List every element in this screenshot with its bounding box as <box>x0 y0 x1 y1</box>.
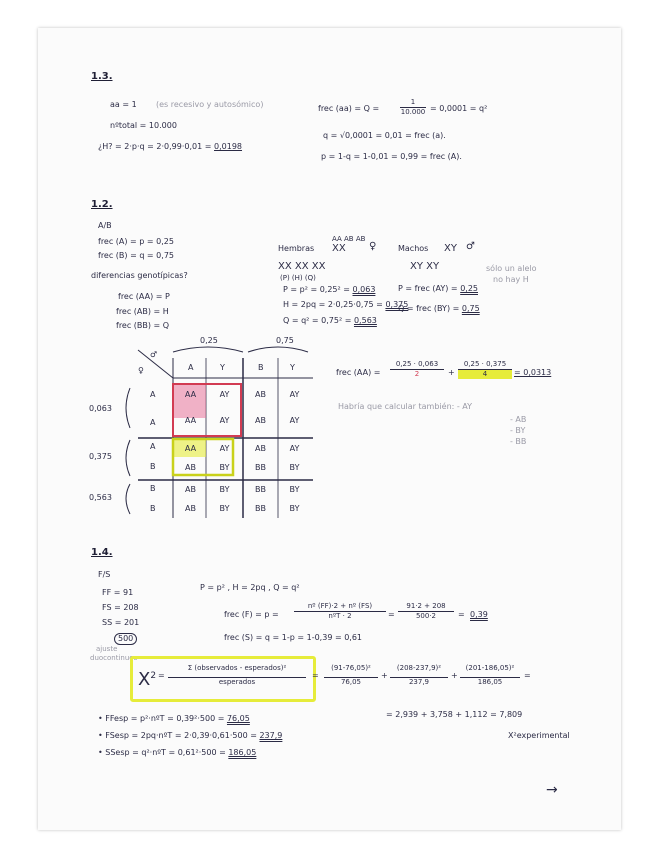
frec-F-frac: nº (FF)·2 + nº (FS) nºT · 2 <box>294 602 386 621</box>
grid-cell: AB <box>255 444 266 453</box>
calc-result: = 0,0313 <box>514 368 552 377</box>
fs-label: F/S <box>98 570 111 579</box>
col-top-2: 0,75 <box>276 336 294 345</box>
also-ab: - AB <box>510 415 527 424</box>
row-label-1: A <box>150 390 156 399</box>
grid-cell: AY <box>289 390 300 399</box>
hembras-top: AA AB AB <box>332 235 366 243</box>
also-by: - BY <box>510 426 526 435</box>
grid-cell: AA <box>184 390 197 399</box>
calc-frac-1: $\frac{0,25 \cdot 0,063}{2}$ <box>390 360 444 379</box>
grid-cell: BY <box>219 485 230 494</box>
chi-eq: = <box>158 671 165 680</box>
col-label-Y2: Y <box>290 363 295 372</box>
solo-alelo: sólo un alelo <box>486 264 537 273</box>
col-label-B: B <box>258 363 264 372</box>
frec-aa-rest: = 0,0001 = q² <box>430 104 488 113</box>
col-label-Y1: Y <box>220 363 225 372</box>
male-symbol: ♂ <box>466 241 475 252</box>
grid-cell: BY <box>289 485 300 494</box>
eq-sign-1: = <box>388 610 395 619</box>
grid-cell: AB <box>185 463 196 472</box>
p-eq: P = p² = 0,25² = 0,063 <box>283 285 376 294</box>
ff-count: FF = 91 <box>102 588 134 597</box>
grid-cell: AB <box>185 504 196 513</box>
chi-eq-2: = <box>312 671 319 680</box>
q-line: q = √0,0001 = 0,01 = frec (a). <box>323 131 446 140</box>
grid-cell: BB <box>255 463 266 472</box>
row-freq-2: 0,375 <box>89 452 112 461</box>
section-1-2-heading: 1.2. <box>91 199 113 210</box>
phq-line: P = p² , H = 2pq , Q = q² <box>200 583 300 592</box>
eq-sign-3: = <box>524 671 531 680</box>
row-label-2: A <box>150 418 156 427</box>
row-label-5: B <box>150 484 156 493</box>
frec-F-result: 0,39 <box>470 610 488 619</box>
grid-cell: AB <box>255 390 266 399</box>
ff-esp: • FFesp = p²·nºT = 0,39²·500 = 76,05 <box>98 714 250 723</box>
frec-F-frac-2: $\frac{91\cdot 2 + 208}{500\cdot 2}$ <box>398 602 454 621</box>
q-eq: Q = q² = 0,75² = 0,563 <box>283 316 377 325</box>
ajuste-note-2: duocontinuos <box>90 654 138 662</box>
ajuste-note: ajuste <box>96 645 118 653</box>
ntotal: nºtotal = 10.000 <box>110 121 177 130</box>
hembras-label: Hembras <box>278 244 315 253</box>
grid-cell: BY <box>219 463 230 472</box>
grid-cell: AY <box>289 444 300 453</box>
machos-genotypes: XY XY <box>410 261 440 272</box>
frec-A: frec (A) = p = 0,25 <box>98 237 174 246</box>
plus-2: + <box>451 671 458 680</box>
grid-cell: BY <box>219 504 230 513</box>
row-label-6: B <box>150 504 156 513</box>
term-2: $\frac{\text{(208-237,9)²}}{237,9}$ <box>390 664 448 687</box>
chi-frac: Σ (observados - esperados)² esperados <box>168 664 306 687</box>
Q-by: Q = frec (BY) = 0,75 <box>398 304 480 313</box>
grid-cell: BY <box>289 504 300 513</box>
aa-note: (es recesivo y autosómico) <box>156 100 264 109</box>
diferencias: diferencias genotípicas? <box>91 271 188 280</box>
ss-esp: • SSesp = q²·nºT = 0,61²·500 = 186,05 <box>98 748 257 757</box>
calc-frac-2: $\frac{0,25 \cdot 0,375}{4}$ <box>458 360 512 379</box>
punnett-lines <box>38 28 621 830</box>
aa-line: aa = 1 <box>110 100 137 109</box>
row-label-4: B <box>150 462 156 471</box>
grid-cell: AA <box>184 444 197 453</box>
grid-cell: AA <box>184 416 197 425</box>
grid-cell: AY <box>289 416 300 425</box>
habria-line: Habría que calcular también: - AY <box>338 402 473 411</box>
grid-cell: AY <box>219 390 230 399</box>
row-label-3: A <box>150 442 156 451</box>
h-line: ¿H? = 2·p·q = 2·0,99·0,01 = 0,0198 <box>98 142 243 151</box>
plus-1: + <box>381 671 388 680</box>
section-1-3-heading: 1.3. <box>91 71 113 82</box>
hembras-sub: (P) (H) (Q) <box>280 274 316 282</box>
col-top-1: 0,25 <box>200 336 218 345</box>
frec-AA-calc: frec (AA) = <box>336 368 381 377</box>
col-label-A1: A <box>188 363 194 372</box>
no-hay-h: no hay H <box>493 275 529 284</box>
chi-symbol: $X^2$ <box>138 669 157 690</box>
fs-esp: • FSesp = 2pq·nºT = 2·0,39·0,61·500 = 237,9 <box>98 731 283 740</box>
frec-AB: frec (AB) = H <box>116 307 169 316</box>
grid-cell: AY <box>219 444 230 453</box>
fs-count: FS = 208 <box>102 603 139 612</box>
h-eq: H = 2pq = 2·0,25·0,75 = 0,375 <box>283 300 409 309</box>
total-count: 500 <box>114 633 137 645</box>
grid-cell: AY <box>219 416 230 425</box>
frec-BB: frec (BB) = Q <box>116 321 170 330</box>
frec-AA: frec (AA) = P <box>118 292 170 301</box>
notebook-page <box>38 28 621 830</box>
ab-label: A/B <box>98 221 112 230</box>
hembras-xx: XX <box>332 243 346 254</box>
female-symbol-grid: ♀ <box>138 366 144 375</box>
frac-1: $\frac{1}{10.000}$ <box>400 98 426 116</box>
grid-cell: AB <box>255 416 266 425</box>
chi-experimental: X²experimental <box>508 731 570 740</box>
term-3: $\frac{\text{(201-186,05)²}}{186,05}$ <box>460 664 520 687</box>
machos-xy: XY <box>444 243 457 254</box>
grid-cell: BB <box>255 485 266 494</box>
calc-plus: + <box>448 368 455 377</box>
female-symbol: ♀ <box>369 241 377 252</box>
P-ay: P = frec (AY) = 0,25 <box>398 284 478 293</box>
frec-S: frec (S) = q = 1-p = 1-0,39 = 0,61 <box>224 633 363 642</box>
grid-cell: AB <box>185 485 196 494</box>
row-freq-3: 0,563 <box>89 493 112 502</box>
hembras-genotypes: XX XX XX <box>278 261 326 272</box>
male-symbol-grid: ♂ <box>150 350 158 359</box>
ss-count: SS = 201 <box>102 618 140 627</box>
section-1-4-heading: 1.4. <box>91 547 113 558</box>
eq-sign-2: = <box>458 610 465 619</box>
grid-cell: BY <box>289 463 300 472</box>
also-bb: - BB <box>510 437 527 446</box>
row-freq-1: 0,063 <box>89 404 112 413</box>
term-1: $\frac{\text{(91-76,05)²}}{76,05}$ <box>324 664 378 687</box>
frec-aa-line: frec (aa) = Q = <box>318 104 380 113</box>
machos-label: Machos <box>398 244 429 253</box>
frec-F: frec (F) = p = <box>224 610 279 619</box>
p-line: p = 1-q = 1-0,01 = 0,99 = frec (A). <box>321 152 462 161</box>
next-page-arrow: → <box>546 782 558 798</box>
chi-sum: = 2,939 + 3,758 + 1,112 = 7,809 <box>386 710 523 719</box>
grid-cell: BB <box>255 504 266 513</box>
frec-B: frec (B) = q = 0,75 <box>98 251 174 260</box>
